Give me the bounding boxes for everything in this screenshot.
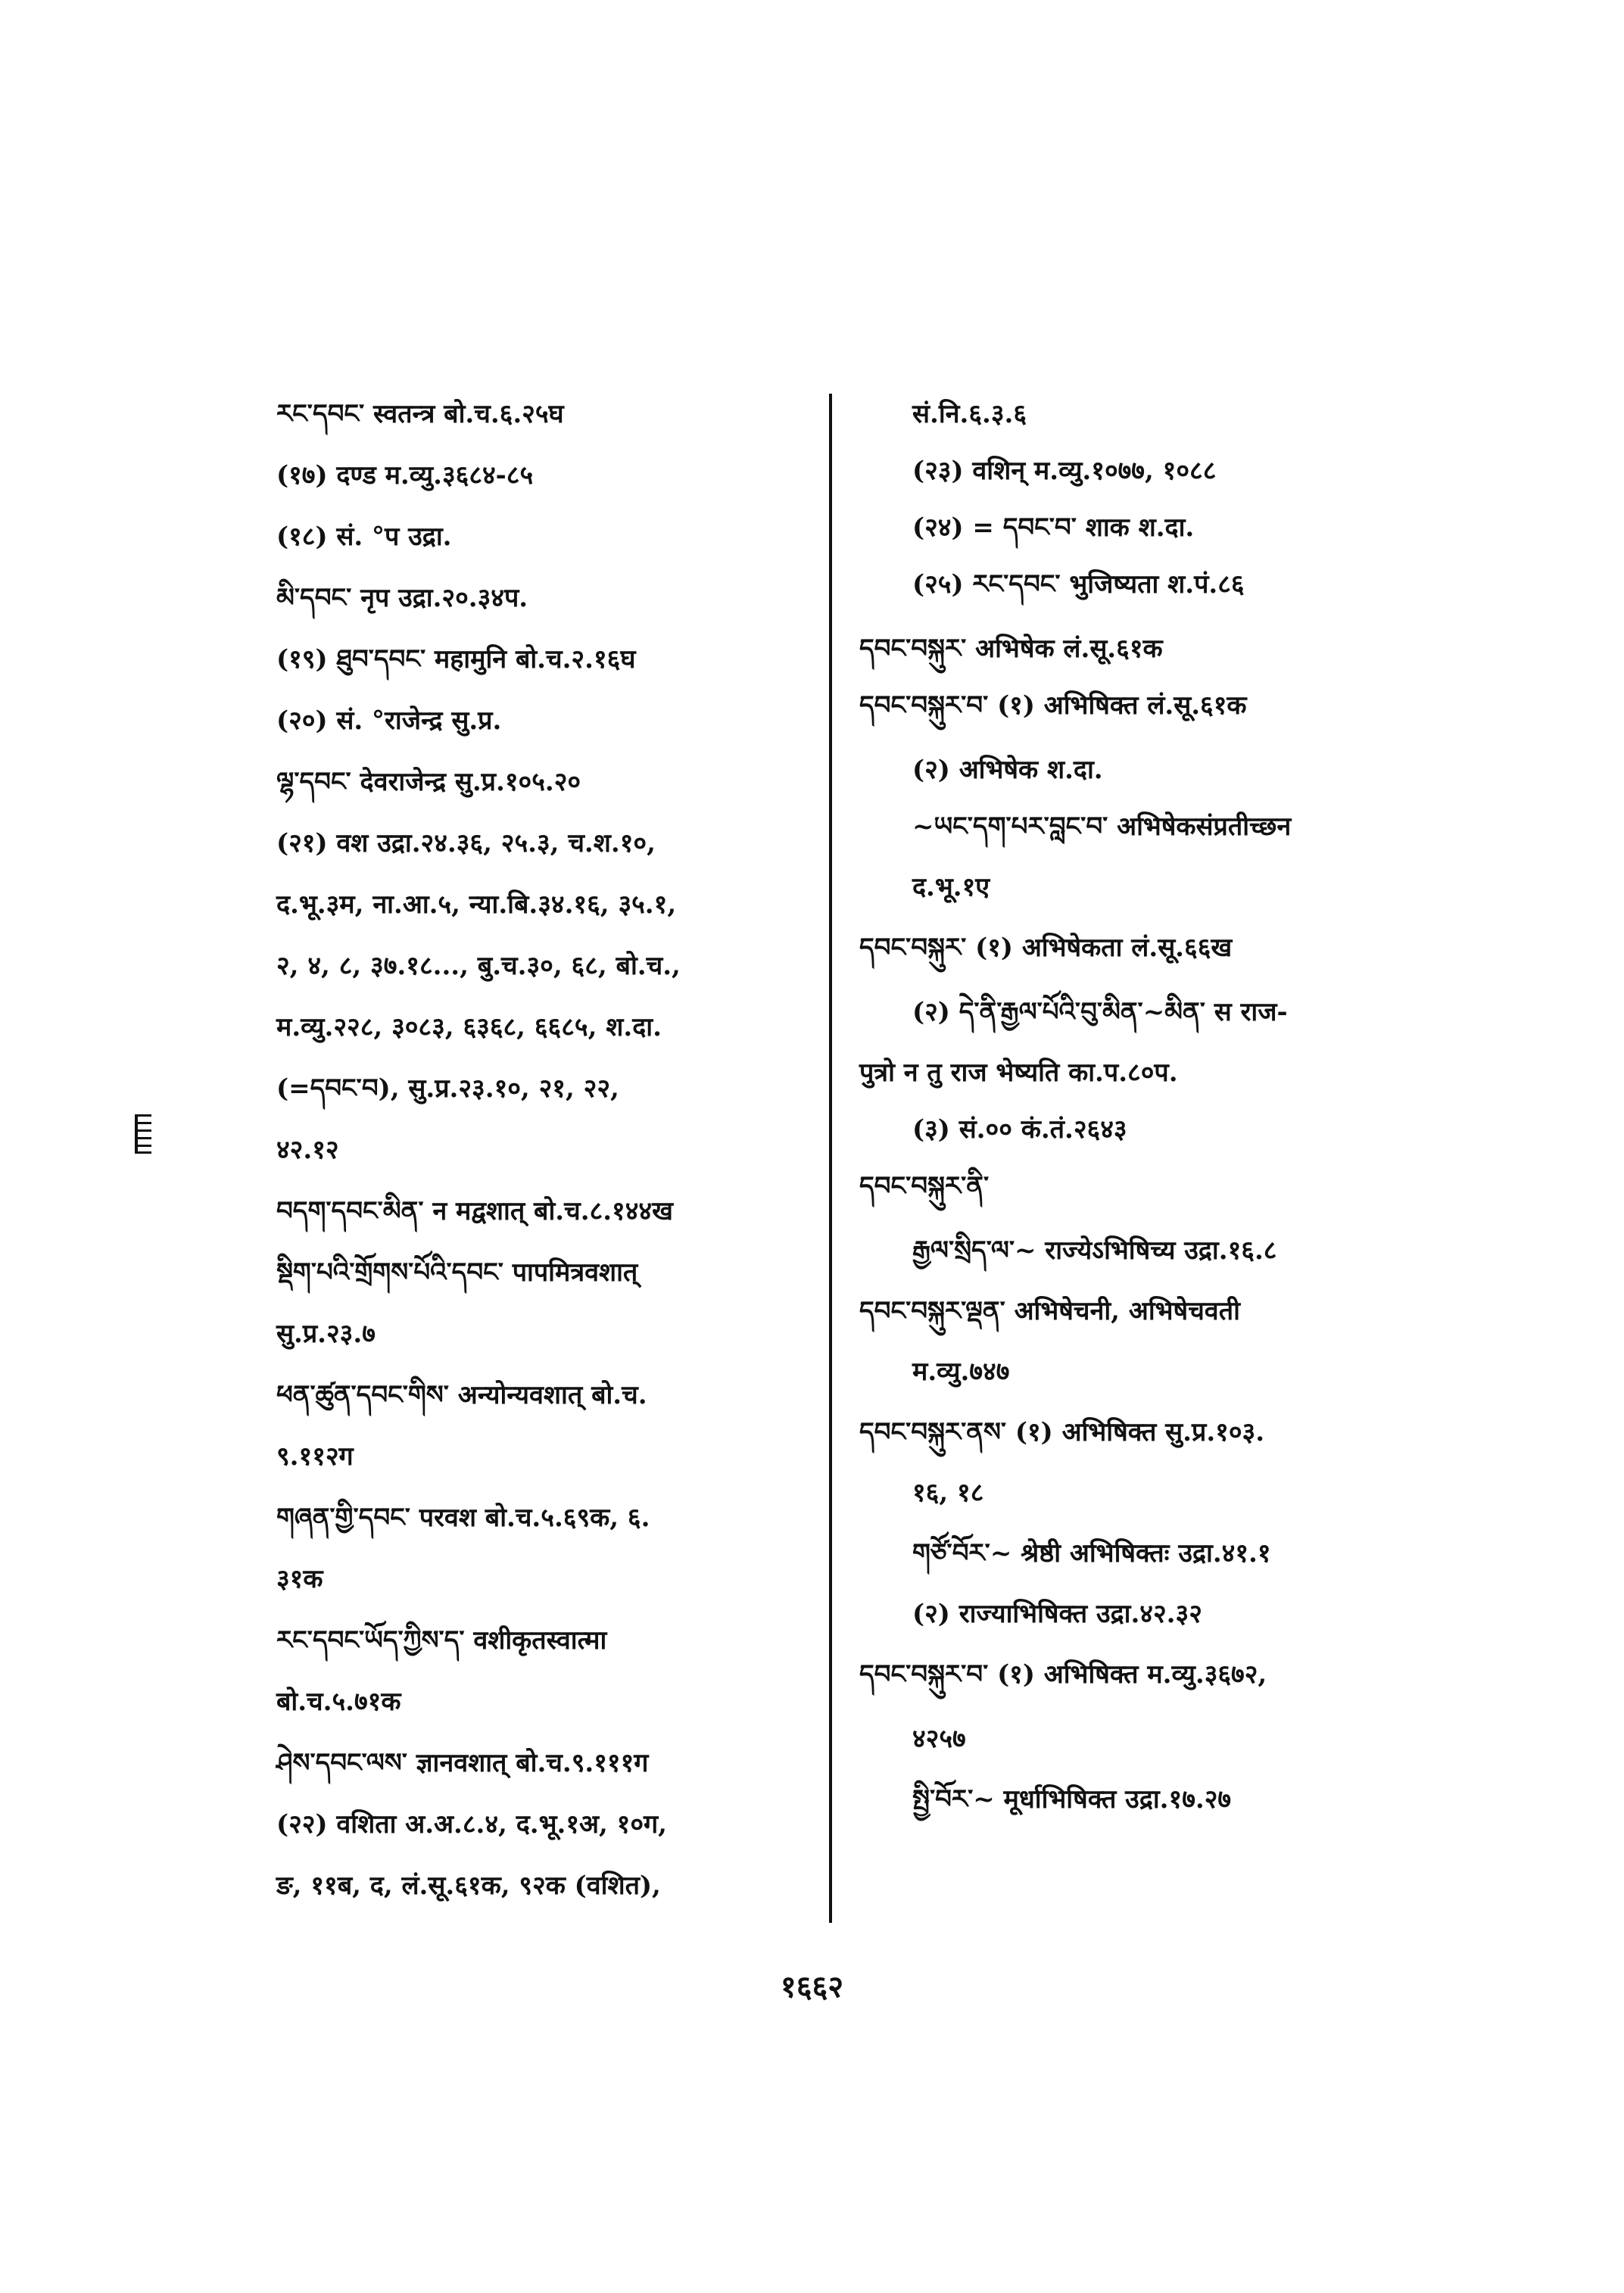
entry-line: (१८) सं. °प उद्रा. xyxy=(276,522,452,552)
entry-line: གཙོ་བོར་~ श्रेष्ठी अभिषिक्तः उद्रा.४१.१ xyxy=(912,1538,1271,1569)
entry-line: ङ, ११ब, द, लं.सू.६१क, ९२क (वशित), xyxy=(276,1871,661,1901)
entry-line: ལྷ་དབང་ देवराजेन्द्र सु.प्र.१०५.२० xyxy=(276,767,581,797)
margin-mark-icon xyxy=(135,1114,151,1154)
entry-line: ९.११२ग xyxy=(276,1441,354,1472)
entry-line: རྒྱལ་སྲིད་ལ་~ राज्येऽभिषिच्य उद्रा.१६.८ xyxy=(912,1235,1277,1266)
entry-line: དབང་བསྐུར་ अभिषेक लं.सू.६१क xyxy=(859,634,1163,664)
entry-line: (२२) वशिता अ.अ.८.४, द.भू.१अ, १०ग, xyxy=(276,1809,668,1840)
entry-line: མི་དབང་ नृप उद्रा.२०.३४प. xyxy=(276,583,528,613)
entry-line: (२३) वशिन् म.व्यु.१०७७, १०८८ xyxy=(912,456,1217,486)
entry-line: (२०) सं. °राजेन्द्र सु.प्र. xyxy=(276,706,502,736)
entry-line: བདག་དབང་མིན་ न मद्वशात् बो.च.८.१४४ख xyxy=(276,1196,673,1226)
entry-line: དབང་བསྐུར་བ་ (१) अभिषिक्त लं.सू.६१क xyxy=(859,690,1247,721)
entry-line: म.व्यु.२२८, ३०८३, ६३६८, ६६८५, श.दा. xyxy=(276,1012,662,1042)
entry-line: (३) सं.०० कं.तं.२६४३ xyxy=(912,1114,1127,1145)
entry-line: पुत्रो न तु राज भेष्यति का.प.८०प. xyxy=(859,1058,1178,1088)
entry-line: ३१क xyxy=(276,1564,323,1594)
entry-line: सं.नि.६.३.६ xyxy=(912,399,1027,429)
entry-line: གཞན་གྱི་དབང་ परवश बो.च.५.६९क, ६. xyxy=(276,1503,650,1533)
entry-line: सु.प्र.२३.७ xyxy=(276,1319,376,1349)
entry-line: དབང་བསྐུར་བ་ (१) अभिषिक्त म.व्यु.३६७२, xyxy=(859,1659,1267,1690)
entry-line: རང་དབང་ स्वतन्त्र बो.च.६.२५घ xyxy=(276,399,564,429)
entry-line: (२) राज्याभिषिक्त उद्रा.४२.३२ xyxy=(912,1599,1202,1629)
entry-line: ~ཡང་དག་པར་བླང་བ་ अभिषेकसंप्रतीच्छन xyxy=(912,812,1292,842)
entry-line: (१९) ཐུབ་དབང་ महामुनि बो.च.२.१६घ xyxy=(276,644,636,675)
page-number: १६६२ xyxy=(780,1969,844,2005)
entry-line: (२) अभिषेक श.दा. xyxy=(912,755,1103,785)
entry-line: ཕན་ཚུན་དབང་གིས་ अन्योन्यवशात् बो.च. xyxy=(276,1380,647,1410)
entry-line: २, ४, ८, ३७.१८..., बु.च.३०, ६८, बो.च., xyxy=(276,951,681,981)
entry-line: द.भू.३म, ना.आ.५, न्या.बि.३४.१६, ३५.१, xyxy=(276,889,677,920)
entry-line: ཤེས་དབང་ལས་ ज्ञानवशात् बो.च.९.१११ग xyxy=(276,1748,649,1778)
entry-line: (२) དེ་ནི་རྒྱལ་པོའི་བུ་མིན་~མིན་ स राज- xyxy=(912,997,1288,1027)
entry-line: དབང་བསྐུར་ནས་ (१) अभिषिक्त सु.प्र.१०३. xyxy=(859,1417,1265,1447)
entry-line: སྡིག་པའི་གྲོགས་པོའི་དབང་ पापमित्रवशात् xyxy=(276,1257,638,1288)
entry-line: द.भू.१ए xyxy=(912,872,990,902)
entry-line: ४२५७ xyxy=(912,1724,966,1754)
entry-line: म.व्यु.७४७ xyxy=(912,1357,1010,1387)
entry-line: དབང་བསྐུར་ (१) अभिषेकता लं.सू.६६ख xyxy=(859,933,1233,963)
entry-line: बो.च.५.७१क xyxy=(276,1687,401,1717)
entry-line: རང་དབང་ཡོད་ཀྱིས་ད་ वशीकृतस्वात्मा xyxy=(276,1625,607,1656)
entry-line: ४२.१२ xyxy=(276,1135,339,1165)
entry-line: १६, १८ xyxy=(912,1478,984,1508)
entry-line: (=དབང་བ), सु.प्र.२३.१०, २१, २२, xyxy=(276,1073,619,1104)
entry-line: དབང་བསྐུར་ལྡན་ अभिषेचनी, अभिषेचवती xyxy=(859,1296,1240,1326)
entry-line: དབང་བསྐུར་ནི་ xyxy=(859,1171,990,1201)
entry-line: (१७) दण्ड म.व्यु.३६८४-८५ xyxy=(276,460,534,491)
column-divider xyxy=(829,394,832,1923)
entry-line: སྤྱི་བོར་~ मूर्धाभिषिक्त उद्रा.१७.२७ xyxy=(912,1784,1232,1815)
entry-line: (२५) རང་དབང་ भुजिष्यता श.पं.८६ xyxy=(912,569,1245,600)
entry-line: (२१) वश उद्रा.२४.३६, २५.३, च.श.१०, xyxy=(276,828,656,858)
entry-line: (२४) = དབང་བ་ शाक श.दा. xyxy=(912,512,1195,543)
